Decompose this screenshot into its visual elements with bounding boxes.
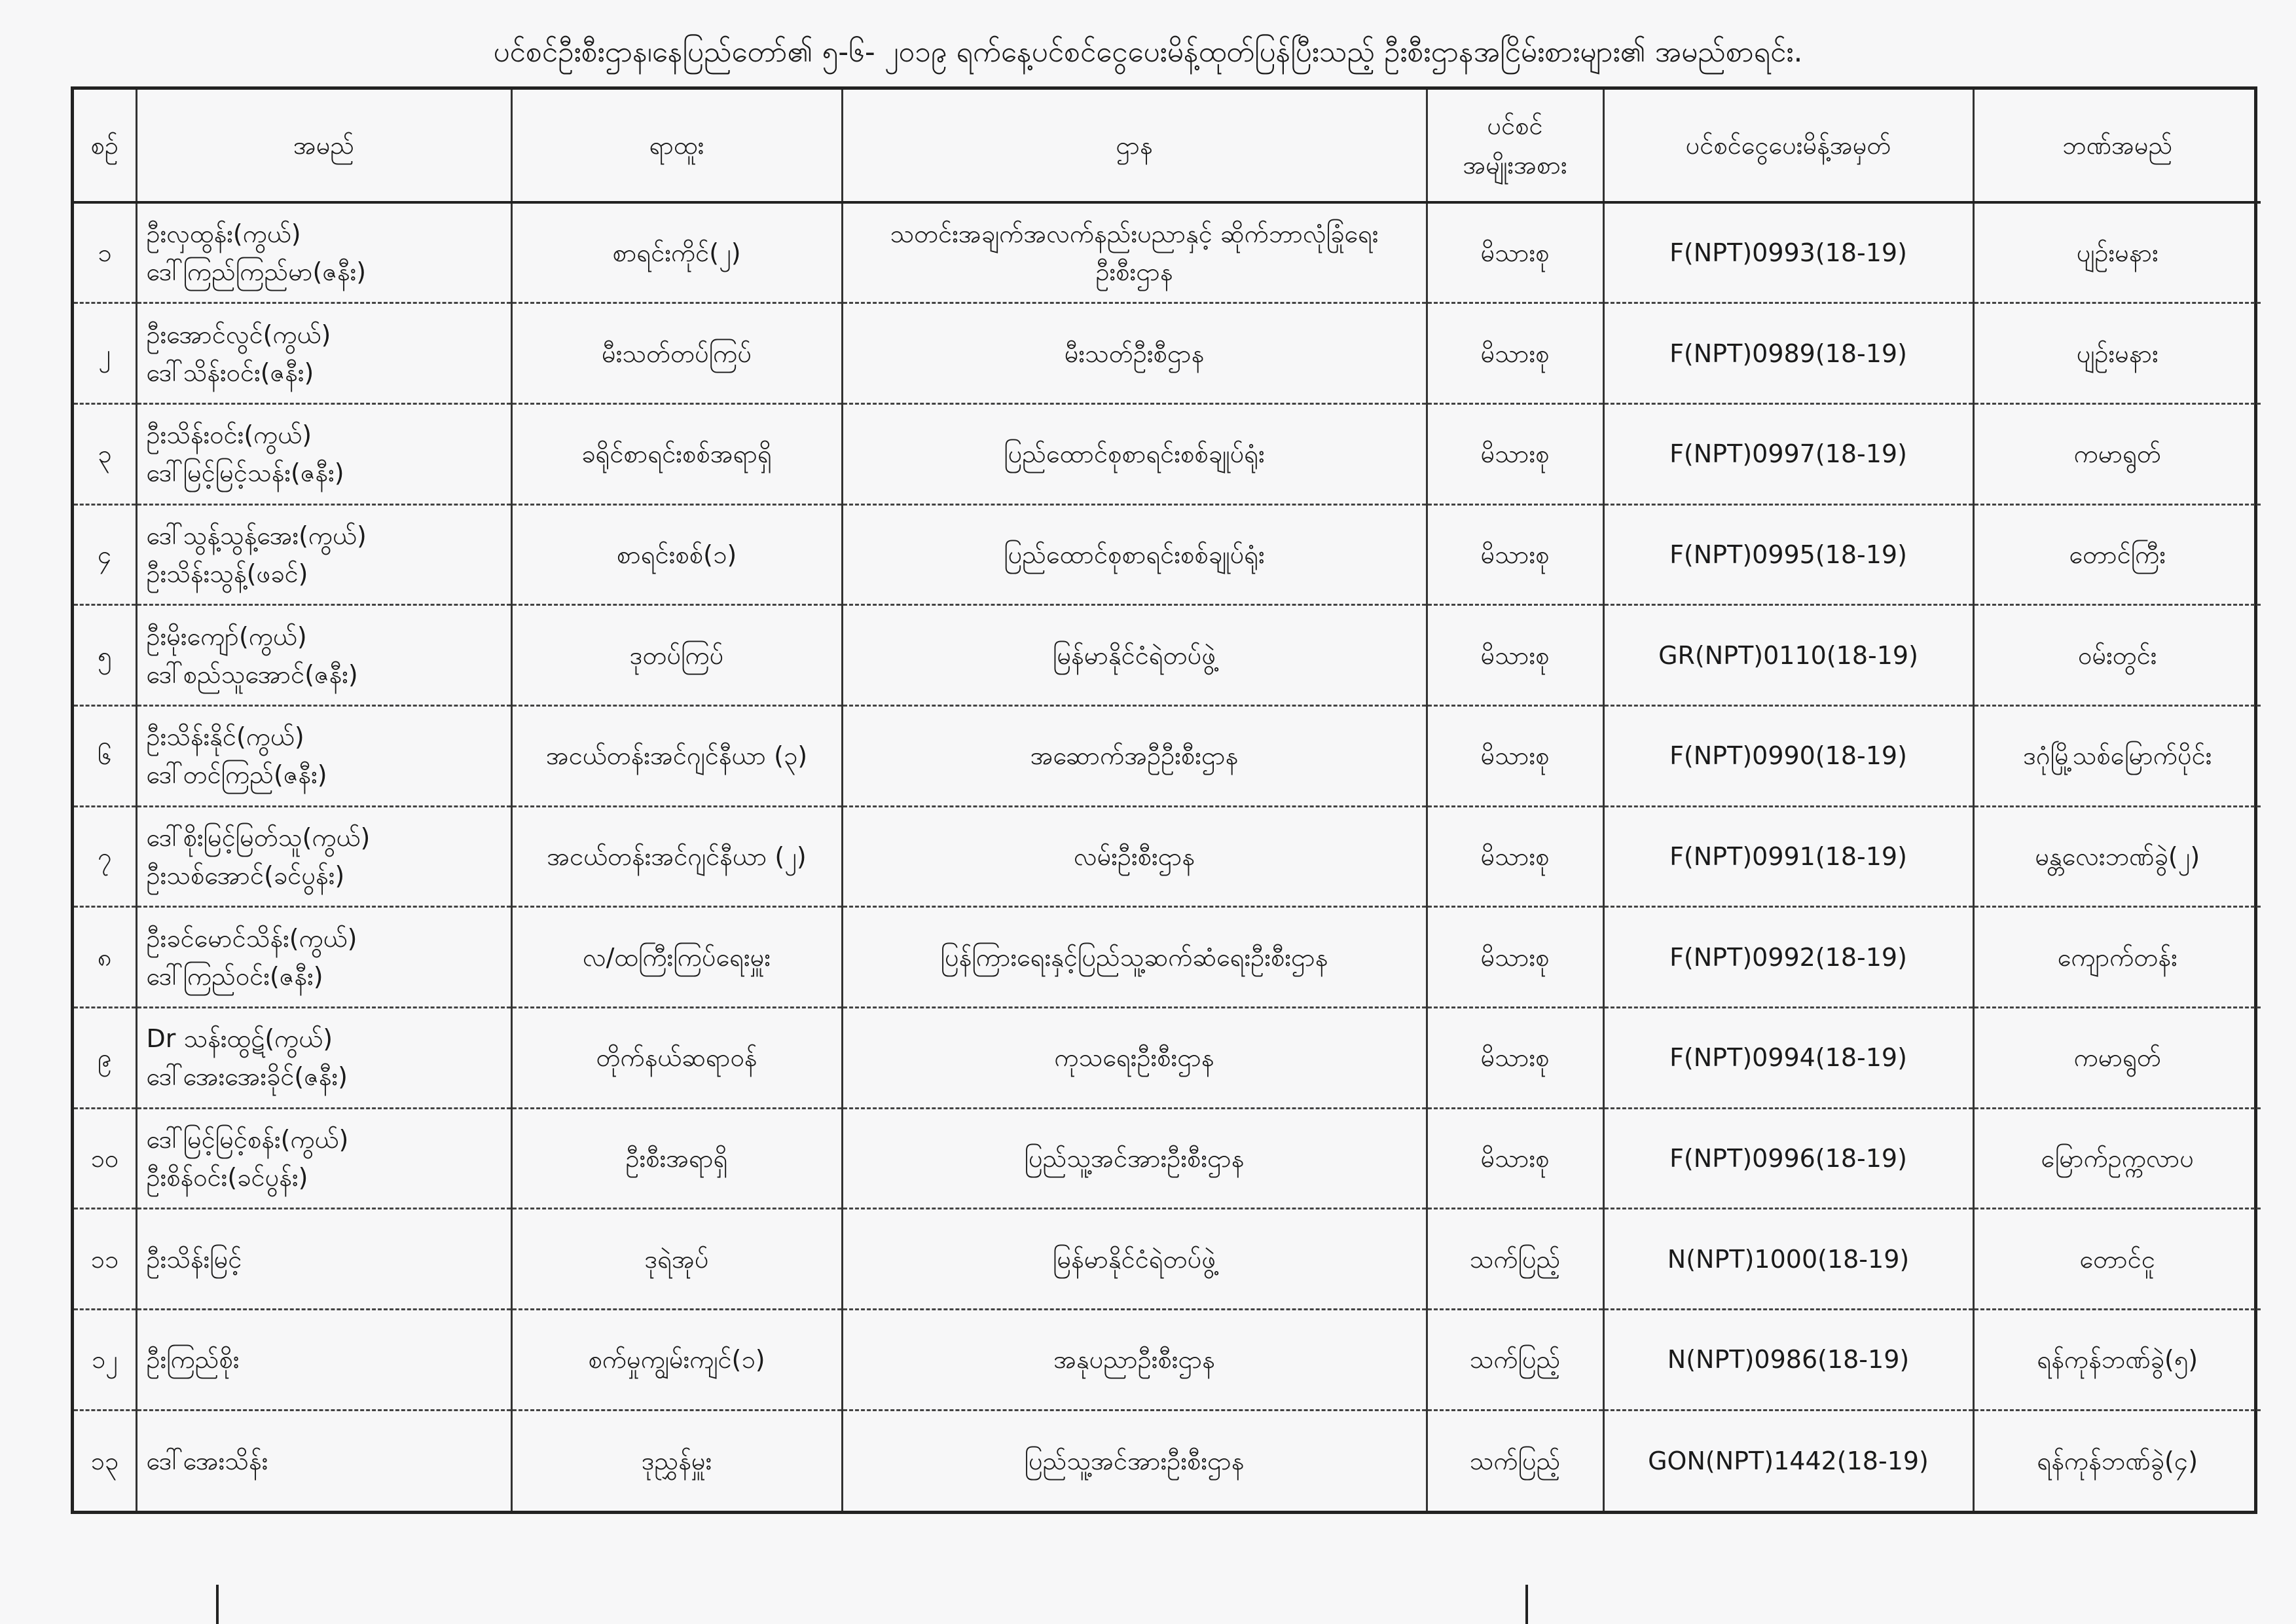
row-name (136, 1310, 511, 1411)
row-name-secondary: ဦးစိန်ဝင်း(ခင်ပွန်း) (146, 1163, 308, 1192)
table-row (74, 605, 2261, 706)
row-department: လမ်းဦးစီးဌာန (842, 806, 1427, 907)
row-name-secondary: ဒေါ်တင်ကြည်(ဇနီး) (146, 760, 327, 790)
row-department: အဆောက်အဦဦးစီးဌာန (842, 705, 1427, 806)
row-name-primary: ဒေါ်သွန့်သွန့်အေး(ကွယ်) (146, 521, 367, 550)
row-name (136, 705, 511, 806)
row-name-primary: ဦးသိန်းဝင်း(ကွယ်) (146, 420, 312, 450)
table-row (74, 202, 2261, 303)
row-order-number: N(NPT)0986(18-19) (1603, 1310, 1973, 1411)
row-pension-type: မိသားစု (1427, 1108, 1603, 1209)
bottom-divider (216, 1585, 219, 1624)
row-position: အငယ်တန်းအင်ဂျင်နီယာ (၂) (511, 806, 842, 907)
row-name-primary: Dr သန်းထွဋ်(ကွယ်) (146, 1024, 333, 1054)
row-bank: တောင်ကြီး (1973, 504, 2261, 605)
row-pension-type: သက်ပြည့် (1427, 1410, 1603, 1511)
row-name-secondary: ဦးသစ်အောင်(ခင်ပွန်း) (146, 860, 345, 890)
header-pension-type (1427, 90, 1603, 202)
row-position: မီးသတ်တပ်ကြပ် (511, 303, 842, 404)
row-number: ၅ (74, 605, 136, 706)
table-row (74, 303, 2261, 404)
row-name-primary: ဦးခင်မောင်သိန်း(ကွယ်) (146, 923, 357, 953)
row-bank: တောင်ငူ (1973, 1209, 2261, 1310)
row-order-number: F(NPT)0990(18-19) (1603, 705, 1973, 806)
row-order-number: F(NPT)0989(18-19) (1603, 303, 1973, 404)
row-name (136, 1008, 511, 1109)
row-order-number: F(NPT)0992(18-19) (1603, 907, 1973, 1008)
row-pension-type: မိသားစု (1427, 202, 1603, 303)
row-position: ခရိုင်စာရင်းစစ်အရာရှိ (511, 403, 842, 504)
header-position: ရာထူး (511, 90, 842, 202)
row-name (136, 907, 511, 1008)
row-name (136, 1410, 511, 1511)
header-no: စဉ် (74, 90, 136, 202)
row-number: ၁၁ (74, 1209, 136, 1310)
row-bank: ကမာရွတ် (1973, 1008, 2261, 1109)
row-department: မီးသတ်ဦးစီဌာန (842, 303, 1427, 404)
header-department: ဌာန (842, 90, 1427, 202)
row-bank: ပျဉ်းမနား (1973, 202, 2261, 303)
row-name-primary: ဦးသိန်းနိုင်(ကွယ်) (146, 722, 304, 752)
row-name-primary: ဦးအောင်လွင်(ကွယ်) (146, 320, 331, 349)
row-order-number: F(NPT)0994(18-19) (1603, 1008, 1973, 1109)
row-name-secondary: ဒေါ်အေးအေးခိုင်(ဇနီး) (146, 1062, 348, 1092)
row-position: စက်မှုကျွမ်းကျင်(၁) (511, 1310, 842, 1411)
row-department: မြန်မာနိုင်ငံရဲတပ်ဖွဲ့ (842, 605, 1427, 706)
row-pension-type: သက်ပြည့် (1427, 1310, 1603, 1411)
row-order-number: GR(NPT)0110(18-19) (1603, 605, 1973, 706)
table-row (74, 1209, 2261, 1310)
bottom-divider (1525, 1585, 1528, 1624)
header-name: အမည် (136, 90, 511, 202)
row-name-primary: ဒေါ်အေးသိန်း (146, 1446, 268, 1475)
row-name-primary: ဦးသိန်းမြင့် (146, 1244, 242, 1274)
row-number: ၂ (74, 303, 136, 404)
row-position: စာရင်းကိုင်(၂) (511, 202, 842, 303)
header-row (74, 90, 2261, 202)
row-name (136, 504, 511, 605)
row-pension-type: မိသားစု (1427, 907, 1603, 1008)
row-bank: ကျောက်တန်း (1973, 907, 2261, 1008)
row-department: ပြည်သူ့အင်အားဦးစီးဌာန (842, 1108, 1427, 1209)
table-row (74, 705, 2261, 806)
row-pension-type: မိသားစု (1427, 605, 1603, 706)
row-name-secondary: ဦးသိန်းသွန့်(ဖခင်) (146, 559, 308, 588)
row-department: ပြည်ထောင်စုစာရင်းစစ်ချုပ်ရုံး (842, 403, 1427, 504)
row-pension-type: မိသားစု (1427, 403, 1603, 504)
row-bank: ကမာရွတ် (1973, 403, 2261, 504)
pension-table (74, 90, 2261, 1511)
row-number: ၁၂ (74, 1310, 136, 1411)
row-position: ဒုရဲအုပ် (511, 1209, 842, 1310)
table-row (74, 1108, 2261, 1209)
row-order-number: F(NPT)0996(18-19) (1603, 1108, 1973, 1209)
row-name (136, 303, 511, 404)
row-name-primary: ဦးလှထွန်း(ကွယ်) (146, 219, 301, 249)
row-name (136, 202, 511, 303)
row-name-secondary: ဒေါ်ကြည်ကြည်မာ(ဇနီး) (146, 257, 367, 287)
row-position: လ/ထကြီးကြပ်ရေးမှူး (511, 907, 842, 1008)
document-title: ပင်စင်ဦးစီးဌာန၊နေပြည်တော်၏ ၅-၆- ၂၀၁၉ ရက်နေ့ပင်စင်ငွေပေးမိန့်ထုတ်ပြန်ပြီးသည့် ဦးစီးဌာနအငြိမ်းစားများ၏ အမည်စာရင်း. (493, 35, 1803, 69)
row-name-primary: ဦးကြည်စိုး (146, 1345, 240, 1375)
header-pension-type-line1: ပင်စင် (1487, 111, 1543, 140)
row-department: သတင်းအချက်အလက်နည်းပညာနှင့် ဆိုက်ဘာလုံခြုံရေးဦးစီးဌာန (842, 202, 1427, 303)
row-department: ပြည်ထောင်စုစာရင်းစစ်ချုပ်ရုံး (842, 504, 1427, 605)
row-order-number: GON(NPT)1442(18-19) (1603, 1410, 1973, 1511)
row-number: ၁၀ (74, 1108, 136, 1209)
table-row (74, 806, 2261, 907)
table-row (74, 1310, 2261, 1411)
row-order-number: F(NPT)0993(18-19) (1603, 202, 1973, 303)
row-department: မြန်မာနိုင်ငံရဲတပ်ဖွဲ့ (842, 1209, 1427, 1310)
row-bank: ဒဂုံမြို့သစ်မြောက်ပိုင်း (1973, 705, 2261, 806)
row-position: ဒုညွှန်မှူး (511, 1410, 842, 1511)
row-number: ၁ (74, 202, 136, 303)
row-number: ၁၃ (90, 1446, 119, 1475)
table-body (74, 202, 2261, 1511)
row-bank: မန္တလေးဘဏ်ခွဲ(၂) (1973, 806, 2261, 907)
row-position: ဒုတပ်ကြပ် (511, 605, 842, 706)
table-row (74, 504, 2261, 605)
row-number: ၆ (74, 705, 136, 806)
row-number: ၃ (74, 403, 136, 504)
row-pension-type: မိသားစု (1427, 1008, 1603, 1109)
row-name-primary: ဒေါ်မြင့်မြင့်စန်း(ကွယ်) (146, 1125, 349, 1154)
row-name (136, 1209, 511, 1310)
row-name (136, 403, 511, 504)
table-row (74, 403, 2261, 504)
row-position: တိုက်နယ်ဆရာဝန် (511, 1008, 842, 1109)
row-position: အငယ်တန်းအင်ဂျင်နီယာ (၃) (511, 705, 842, 806)
table-row (74, 907, 2261, 1008)
header-order-no: ပင်စင်ငွေပေးမိန့်အမှတ် (1603, 90, 1973, 202)
row-department: ပြန်ကြားရေးနှင့်ပြည်သူ့ဆက်ဆံရေးဦးစီးဌာန (842, 907, 1427, 1008)
row-number: ၈ (74, 907, 136, 1008)
header-bank: ဘဏ်အမည် (1973, 90, 2261, 202)
row-name (136, 605, 511, 706)
row-department: အနုပညာဦးစီးဌာန (842, 1310, 1427, 1411)
row-bank: ရန်ကုန်ဘဏ်ခွဲ(၅) (1973, 1310, 2261, 1411)
row-pension-type: မိသားစု (1427, 806, 1603, 907)
row-position: စာရင်းစစ်(၁) (511, 504, 842, 605)
row-number: ၉ (74, 1008, 136, 1109)
row-pension-type: မိသားစု (1427, 303, 1603, 404)
row-name (136, 806, 511, 907)
row-name-secondary: ဒေါ်စည်သူအောင်(ဇနီး) (146, 659, 358, 689)
row-pension-type: မိသားစု (1427, 504, 1603, 605)
row-bank: ဝမ်းတွင်း (1973, 605, 2261, 706)
row-name-primary: ဒေါ်စိုးမြင့်မြတ်သူ(ကွယ်) (146, 822, 371, 852)
pension-table-frame (71, 86, 2257, 1514)
row-number: ၄ (74, 504, 136, 605)
row-name-secondary: ဒေါ်သိန်းဝင်း(ဇနီး) (146, 358, 314, 387)
row-pension-type: သက်ပြည့် (1427, 1209, 1603, 1310)
row-name (136, 1108, 511, 1209)
row-name-secondary: ဒေါ်မြင့်မြင့်သန်း(ဇနီး) (146, 458, 344, 488)
row-bank: ပျဉ်းမနား (1973, 303, 2261, 404)
header-pension-type-line2: အမျိုးအစား (1463, 151, 1567, 179)
row-name-secondary: ဒေါ်ကြည်ဝင်း(ဇနီး) (146, 961, 323, 991)
row-order-number: F(NPT)0995(18-19) (1603, 504, 1973, 605)
row-department: ကုသရေးဦးစီးဌာန (842, 1008, 1427, 1109)
row-department: ပြည်သူ့အင်အားဦးစီးဌာန (842, 1410, 1427, 1511)
row-name-primary: ဦးမိုးကျော်(ကွယ်) (146, 621, 307, 651)
row-order-number: F(NPT)0997(18-19) (1603, 403, 1973, 504)
row-bank: ရန်ကုန်ဘဏ်ခွဲ(၄) (1973, 1410, 2261, 1511)
table-row (74, 1410, 2261, 1511)
row-number: ၇ (74, 806, 136, 907)
row-bank: မြောက်ဥက္ကလာပ (1973, 1108, 2261, 1209)
row-position: ဦးစီးအရာရှိ (511, 1108, 842, 1209)
row-pension-type: မိသားစု (1427, 705, 1603, 806)
row-order-number: F(NPT)0991(18-19) (1603, 806, 1973, 907)
row-order-number: N(NPT)1000(18-19) (1603, 1209, 1973, 1310)
table-row (74, 1008, 2261, 1109)
